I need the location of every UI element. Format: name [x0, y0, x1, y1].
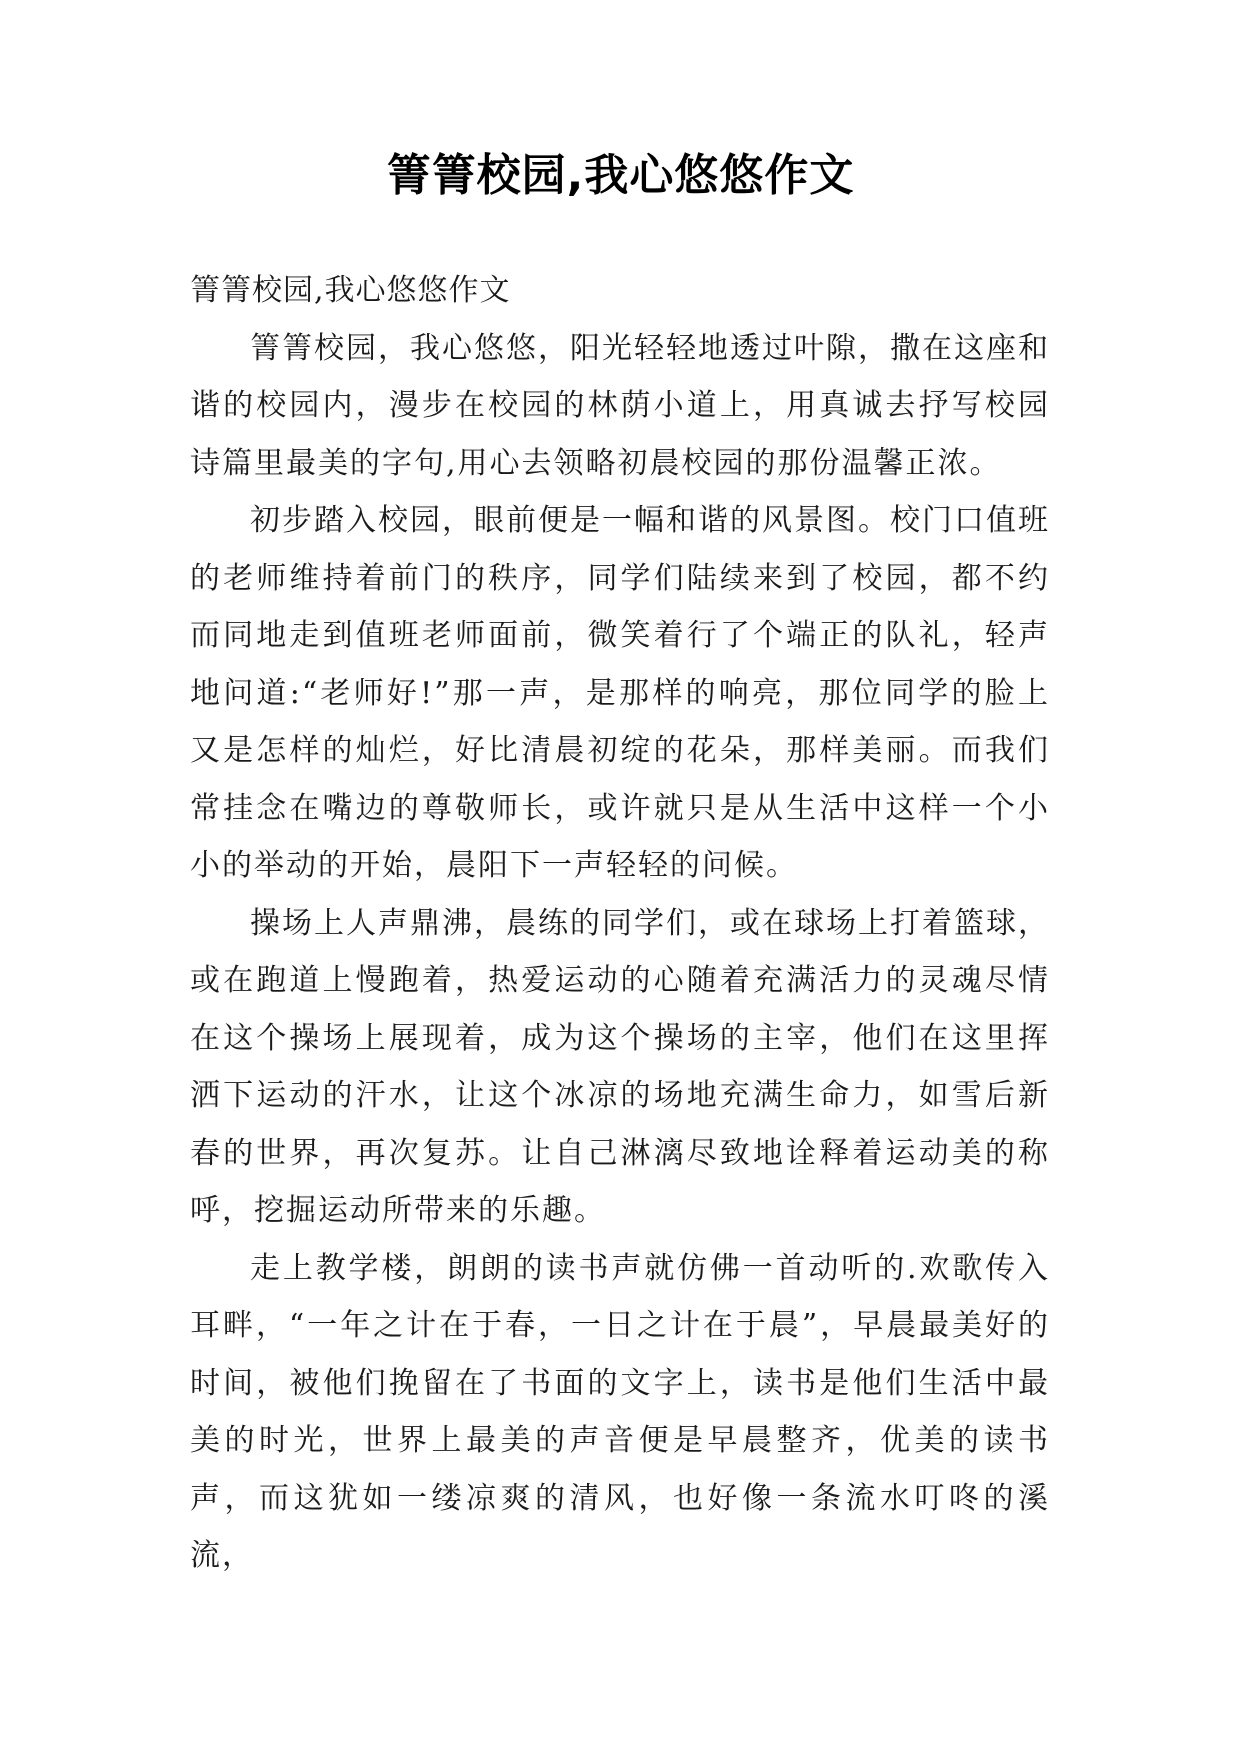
document-subtitle: 箐箐校园,我心悠悠作文	[190, 273, 511, 308]
paragraph: 初步踏入校园，眼前便是一幅和谐的风景图。校门口值班的老师维持着前门的秩序，同学们陆续来到了校园，都不约而同地走到值班老师面前，微笑着行了个端正的队礼，轻声地问道:“老师好!”那一声，是那样的响亮，那位同学的脸上又是怎样的灿烂，好比清晨初绽的花朵，那样美丽。而我们常挂念在嘴边的尊敬师长，或许就只是从生活中这样一个小小的举动的开始，晨阳下一声轻轻的问候。	[190, 503, 1050, 883]
paragraph: 操场上人声鼎沸，晨练的同学们，或在球场上打着篮球，或在跑道上慢跑着，热爱运动的心随着充满活力的灵魂尽情在这个操场上展现着，成为这个操场的主宰，他们在这里挥洒下运动的汗水，让这个冰凉的场地充满生命力，如雪后新春的世界，再次复苏。让自己淋漓尽致地诠释着运动美的称呼，挖掘运动所带来的乐趣。	[190, 905, 1050, 1228]
paragraph: 箐箐校园，我心悠悠，阳光轻轻地透过叶隙，撒在这座和谐的校园内，漫步在校园的林荫小道上，用真诚去抒写校园诗篇里最美的字句,用心去领略初晨校园的那份温馨正浓。	[190, 330, 1050, 481]
document-title: 箐箐校园,我心悠悠作文	[386, 150, 855, 201]
document-body	[190, 262, 1050, 1585]
paragraph: 走上教学楼，朗朗的读书声就仿佛一首动听的.欢歌传入耳畔，“一年之计在于春，一日之计在于晨”，早晨最美好的时间，被他们挽留在了书面的文字上，读书是他们生活中最美的时光，世界上最美的声音便是早晨整齐，优美的读书声，而这犹如一缕凉爽的清风，也好像一条流水叮咚的溪流，	[190, 1250, 1050, 1573]
